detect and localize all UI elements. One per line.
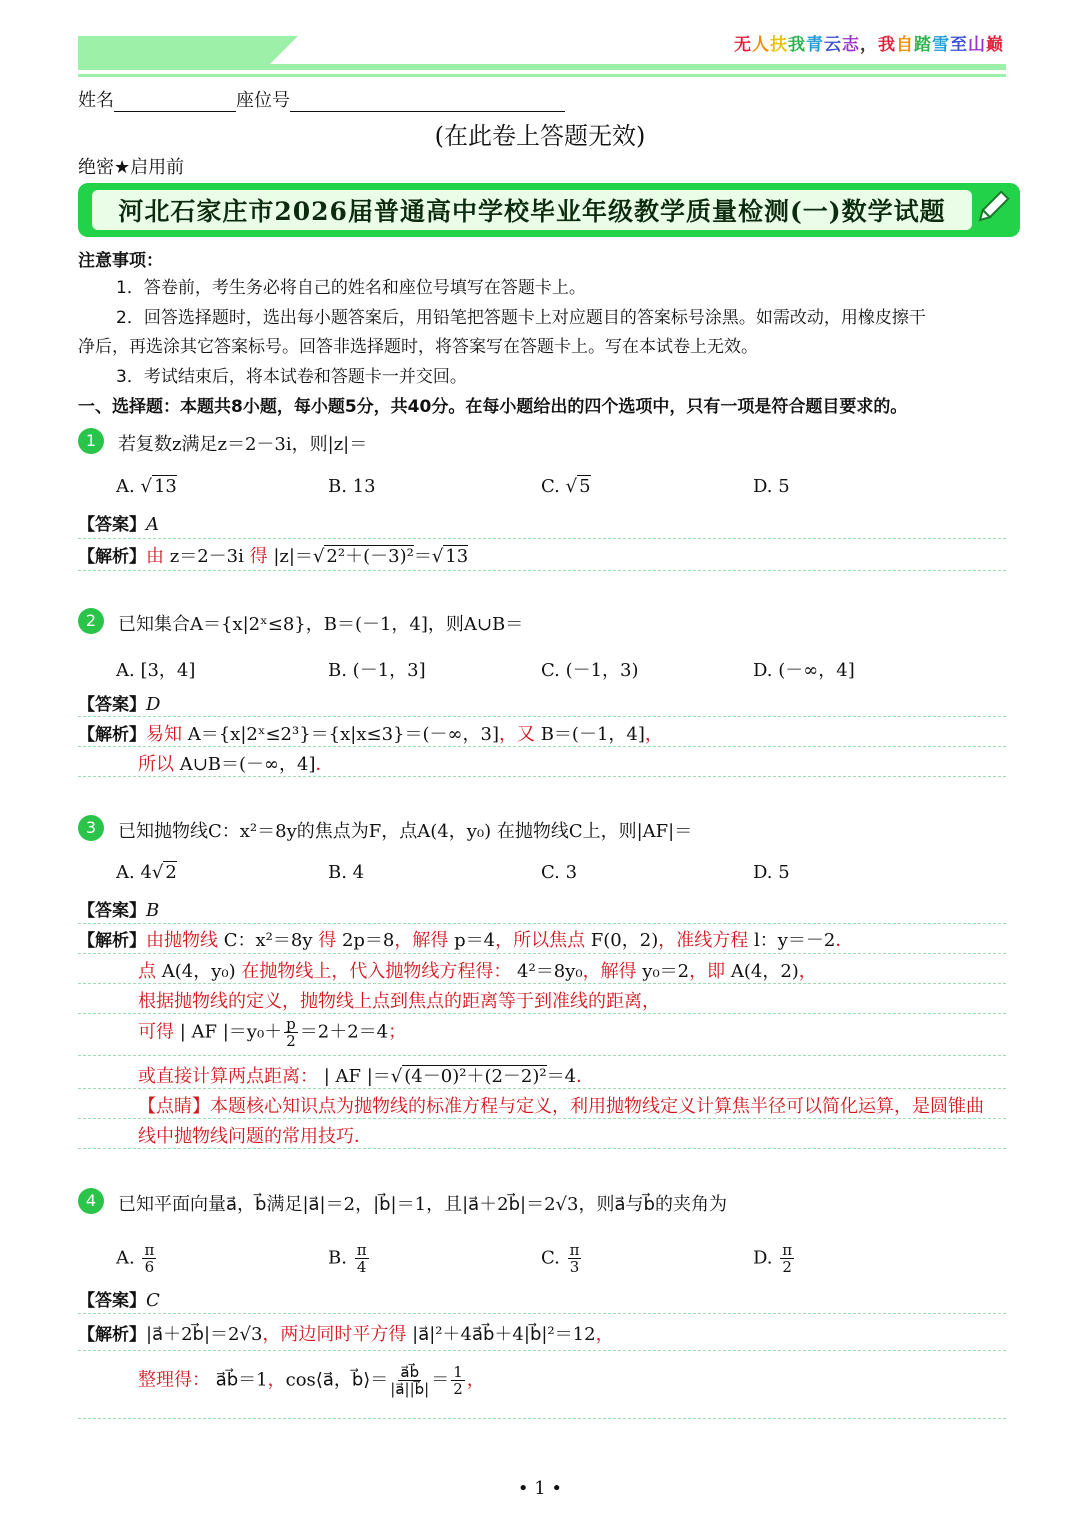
analysis-text: ，解得 <box>582 961 637 982</box>
denominator: 2 <box>286 1032 296 1050</box>
analysis-line <box>138 1016 406 1049</box>
analysis-math: y₀＝2 <box>636 961 690 982</box>
notice-item-3: 3．考试结束后，将本试卷和答题卡一并交回。 <box>116 367 467 387</box>
header-tab <box>78 36 268 66</box>
motto-char: 扶 <box>770 35 788 55</box>
seat-blank <box>290 91 565 112</box>
analysis-math: a⃗b⃗＝1 <box>210 1369 268 1391</box>
motto-char: 我 <box>788 35 806 55</box>
analysis-line: 【解析】由 z＝2－3i 得 |z|＝√ 2²＋(－3)²＝√ 13 <box>78 546 469 567</box>
numerator: π <box>356 1241 367 1259</box>
notice-item-2a: 2．回答选择题时，选出每小题答案后，用铅笔把答题卡上对应题目的答案标号涂黑。如需改动，用橡皮擦干 <box>116 308 926 328</box>
name-label: 姓名 <box>78 90 114 111</box>
analysis-line <box>78 1320 614 1346</box>
analysis-text: 可得 <box>138 1021 174 1043</box>
analysis-math: A(4，2) <box>725 961 799 982</box>
option-c: C. (－1，3) <box>541 660 639 681</box>
radicand: 2²＋(－3)² <box>326 546 414 567</box>
option-a: A. 4√ 2 <box>116 862 177 883</box>
header-rule-thin <box>78 74 1006 77</box>
analysis-math: l：y＝－2 <box>748 930 836 951</box>
fraction <box>142 1242 156 1275</box>
analysis-text: 点 <box>138 961 156 982</box>
analysis-math: C：x²＝8y <box>218 930 319 951</box>
fraction <box>284 1016 298 1049</box>
analysis-math: |a⃗＋2b⃗|＝2√3 <box>146 1324 263 1345</box>
analysis-math: |a⃗|²＋4a⃗b⃗＋4|b⃗|²＝12 <box>406 1324 596 1345</box>
motto-char: 巅 <box>986 35 1004 55</box>
analysis-text: 整理得： <box>138 1369 210 1391</box>
header-rule <box>78 64 1006 70</box>
fraction <box>780 1242 794 1275</box>
option-a <box>116 1242 158 1275</box>
option-a: A. √ 13 <box>116 476 177 497</box>
analysis-math: A＝{x|2ˣ≤2³}＝{x|x≤3}＝(－∞，3] <box>182 724 499 745</box>
analysis-label: 【解析】 <box>78 725 146 745</box>
analysis-line <box>78 720 663 746</box>
notice-heading: 注意事项： <box>78 251 163 271</box>
analysis-text: 由 <box>146 546 164 567</box>
name-blank <box>114 91 236 112</box>
analysis-text: 或直接计算两点距离： <box>138 1066 318 1087</box>
option-b: B. 13 <box>328 476 376 497</box>
denominator: 6 <box>144 1258 155 1276</box>
analysis-text: 得 <box>249 546 268 567</box>
analysis-line <box>138 1364 485 1397</box>
analysis-text: ． <box>576 1066 595 1087</box>
denominator: 3 <box>569 1258 580 1276</box>
analysis-line <box>138 750 334 776</box>
option-c <box>541 1242 583 1275</box>
question-stem: 已知集合A＝{x|2ˣ≤8}，B＝(－1，4]，则A∪B＝ <box>118 614 524 635</box>
analysis-text: ，解得 <box>394 930 449 951</box>
divider <box>78 570 1006 571</box>
analysis-text: ； <box>388 1021 407 1043</box>
analysis-text: ， <box>267 1369 286 1391</box>
motto-char: 山 <box>968 35 986 55</box>
motto-char: 自 <box>896 35 914 55</box>
fraction <box>451 1364 465 1397</box>
divider <box>78 1055 1006 1056</box>
divider <box>78 1350 1006 1351</box>
option-prefix: B. <box>328 1247 347 1269</box>
analysis-math: ＝ <box>413 546 432 567</box>
analysis-math: ＝2＋2＝4 <box>299 1021 389 1043</box>
analysis-text: ，准线方程 <box>658 930 749 951</box>
motto-char: 人 <box>752 35 770 55</box>
motto-char: 雪 <box>932 35 950 55</box>
analysis-math: |z|＝ <box>267 546 313 567</box>
secret-mark: 绝密★启用前 <box>78 157 185 178</box>
answer-value: A <box>146 514 159 535</box>
option-prefix: A. <box>116 476 135 497</box>
numerator: 1 <box>453 1363 463 1381</box>
analysis-text: ， <box>595 1324 614 1345</box>
numerator: π <box>569 1241 580 1259</box>
motto-char: 云 <box>824 35 842 55</box>
analysis-math: B＝(－1，4] <box>534 724 645 745</box>
radicand: 5 <box>579 476 591 497</box>
analysis-text: ． <box>835 930 854 951</box>
motto-char: 青 <box>806 35 824 55</box>
motto-char: 至 <box>950 35 968 55</box>
analysis-math: A∪B＝(－∞，4] <box>174 754 316 775</box>
radicand: 13 <box>445 546 469 567</box>
option-prefix: A. 4 <box>116 862 152 883</box>
answer-label: 【答案】 <box>78 695 146 715</box>
motto-char: 志 <box>842 35 860 55</box>
option-a: A. [3，4] <box>116 660 196 681</box>
option-c: C. 3 <box>541 862 578 883</box>
motto-char: ， <box>860 35 878 55</box>
answer-value: D <box>146 694 161 715</box>
motto-char: 无 <box>734 35 752 55</box>
analysis-math: z＝2－3i <box>164 546 250 567</box>
option-prefix: D. <box>753 1247 773 1269</box>
motto-char: 我 <box>878 35 896 55</box>
analysis-text: ， <box>798 961 817 982</box>
answer-label: 【答案】 <box>78 1291 146 1311</box>
analysis-text: ，两边同时平方得 <box>262 1324 407 1345</box>
answer-label: 【答案】 <box>78 515 146 535</box>
analysis-text: 由抛物线 <box>146 930 218 951</box>
analysis-math: ＝4 <box>546 1066 577 1087</box>
analysis-text: 得 <box>318 930 337 951</box>
answer-line <box>78 1286 160 1311</box>
analysis-math: cos⟨a⃗，b⃗⟩＝ <box>285 1369 389 1391</box>
analysis-text: 在抛物线上，代入抛物线方程得： <box>241 961 512 982</box>
numerator: π <box>782 1241 793 1259</box>
answer-label: 【答案】 <box>78 901 146 921</box>
fraction <box>390 1364 429 1397</box>
divider <box>78 1088 1006 1089</box>
analysis-text: ． <box>315 754 334 775</box>
answer-line <box>78 690 160 715</box>
analysis-math: A(4，y₀) <box>156 961 242 982</box>
analysis-line <box>78 926 853 952</box>
answer-line <box>78 510 159 535</box>
fraction <box>355 1242 369 1275</box>
pencil-icon <box>972 188 1012 228</box>
option-d <box>753 1242 796 1275</box>
divider <box>78 538 1006 539</box>
page-number: • 1 • <box>517 1478 563 1499</box>
option-prefix: C. <box>541 476 560 497</box>
tip-line: 线中抛物线问题的常用技巧． <box>138 1126 372 1147</box>
motto-char: 踏 <box>914 35 932 55</box>
tip-line: 【点睛】本题核心知识点为抛物线的标准方程与定义，利用抛物线定义计算焦半径可以简化运算，是圆锥曲 <box>138 1096 984 1117</box>
radicand: 13 <box>153 476 177 497</box>
denominator: |a⃗||b⃗| <box>390 1380 430 1398</box>
answer-line <box>78 896 159 921</box>
analysis-text: ， <box>466 1369 485 1391</box>
question-number: 1 <box>78 428 104 454</box>
analysis-text: ， <box>644 724 663 745</box>
divider <box>78 923 1006 924</box>
question-number: 4 <box>78 1188 104 1214</box>
divider <box>78 1313 1006 1314</box>
option-d: D. 5 <box>753 476 790 497</box>
radicand: (4－0)²＋(2－2)² <box>404 1066 547 1087</box>
notice-item-2b: 净后，再选涂其它答案标号。回答非选择题时，将答案写在答题卡上。写在本试卷上无效。 <box>78 337 758 357</box>
analysis-math: 2p＝8 <box>336 930 395 951</box>
option-b: B. (－1，3] <box>328 660 426 681</box>
analysis-math: ＝ <box>431 1369 450 1391</box>
divider <box>78 1013 1006 1014</box>
divider <box>78 983 1006 984</box>
divider <box>78 716 1006 717</box>
option-prefix: A. <box>116 1247 135 1269</box>
option-d: D. (－∞，4] <box>753 660 855 681</box>
seat-label: 座位号 <box>236 90 290 111</box>
analysis-line: 根据抛物线的定义，抛物线上点到焦点的距离等于到准线的距离， <box>138 991 660 1012</box>
denominator: 2 <box>453 1380 463 1398</box>
analysis-math: | AF |＝y₀＋ <box>174 1021 283 1043</box>
numerator: π <box>144 1241 155 1259</box>
question-number: 3 <box>78 815 104 841</box>
question-stem: 若复数z满足z＝2－3i，则|z|＝ <box>118 434 368 455</box>
invalid-note: (在此卷上答题无效) <box>434 122 646 150</box>
analysis-math: F(0，2) <box>585 930 659 951</box>
divider <box>78 953 1006 954</box>
denominator: 4 <box>356 1258 367 1276</box>
answer-value: B <box>146 900 160 921</box>
analysis-math: 4²＝8y₀ <box>511 961 583 982</box>
numerator: p <box>286 1015 296 1033</box>
header-tab-slope <box>268 36 298 66</box>
header-motto <box>734 30 1004 55</box>
analysis-text: ，所以焦点 <box>495 930 586 951</box>
option-b: B. 4 <box>328 862 365 883</box>
analysis-text: ，即 <box>689 961 726 982</box>
fraction <box>568 1242 582 1275</box>
analysis-label: 【解析】 <box>78 931 146 951</box>
divider <box>78 746 1006 747</box>
numerator: a⃗b⃗ <box>400 1363 420 1381</box>
divider <box>78 1148 1006 1149</box>
analysis-label: 【解析】 <box>78 547 146 567</box>
analysis-text: ，又 <box>498 724 535 745</box>
notice-item-1: 1．答卷前，考生务必将自己的姓名和座位号填写在答题卡上。 <box>116 278 586 298</box>
option-b <box>328 1242 371 1275</box>
option-prefix: C. <box>541 1247 560 1269</box>
question-number: 2 <box>78 608 104 634</box>
exam-title: 河北石家庄市2026届普通高中学校毕业年级教学质量检测(一)数学试题 <box>118 197 946 226</box>
analysis-math: | AF |＝ <box>318 1066 391 1087</box>
divider <box>78 1418 1006 1419</box>
divider <box>78 1118 1006 1119</box>
analysis-line <box>138 957 817 983</box>
radicand: 2 <box>165 862 177 883</box>
divider <box>78 776 1006 777</box>
question-stem: 已知平面向量a⃗，b⃗满足|a⃗|＝2，|b⃗|＝1，且|a⃗＋2b⃗|＝2√3，则a⃗与b⃗的夹角为 <box>118 1194 727 1215</box>
denominator: 2 <box>782 1258 792 1276</box>
answer-value: C <box>146 1290 160 1311</box>
option-d: D. 5 <box>753 862 790 883</box>
section-heading: 一、选择题：本题共8小题，每小题5分，共40分。在每小题给出的四个选项中，只有一项是符合题目要求的。 <box>78 397 908 417</box>
analysis-text: 易知 <box>146 724 182 745</box>
analysis-math: p＝4 <box>448 930 496 951</box>
analysis-line: 或直接计算两点距离： | AF |＝√ (4－0)²＋(2－2)²＝4． <box>138 1066 595 1087</box>
question-stem: 已知抛物线C：x²＝8y的焦点为F，点A(4，y₀) 在抛物线C上，则|AF|＝ <box>118 821 693 842</box>
analysis-label: 【解析】 <box>78 1325 146 1345</box>
option-c: C. √ 5 <box>541 476 591 497</box>
analysis-text: 所以 <box>138 754 174 775</box>
candidate-row <box>78 86 565 112</box>
